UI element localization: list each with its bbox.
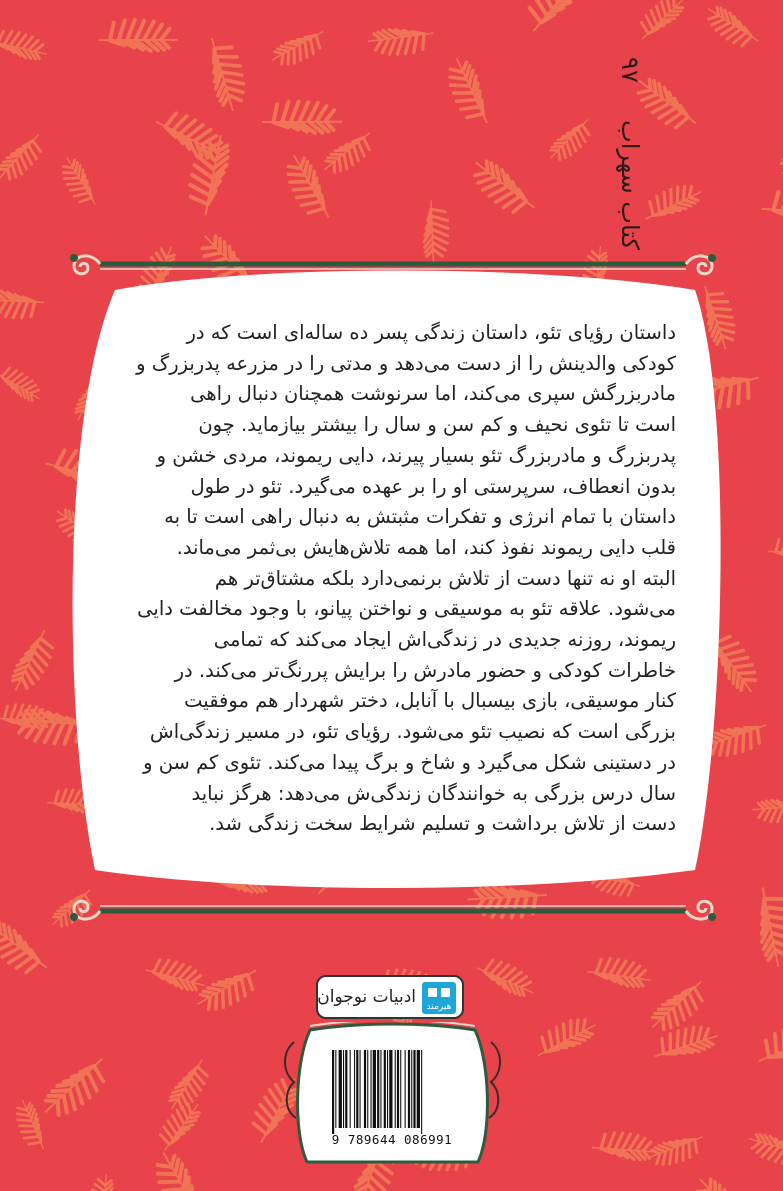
leaf-motif bbox=[157, 1151, 203, 1191]
barcode-bar bbox=[332, 1050, 334, 1134]
category-label: ادبیات نوجوان bbox=[317, 987, 416, 1007]
barcode-bar bbox=[380, 1050, 381, 1128]
barcode-bar bbox=[360, 1050, 361, 1128]
leaf-motif bbox=[62, 156, 95, 206]
leaf-motif bbox=[0, 358, 43, 411]
series-name: کتاب سهراب bbox=[616, 120, 644, 250]
barcode-bar bbox=[389, 1050, 392, 1128]
blurb-line: است تا تئوی نحیف و کم سن و سال را بیشتر بیازماید. چون bbox=[198, 413, 676, 437]
barcode-bar bbox=[343, 1050, 344, 1128]
barcode-bar bbox=[400, 1050, 401, 1128]
barcode-bar bbox=[411, 1050, 412, 1128]
blurb-line: مادربزرگش سپری می‌کند، اما سرنوشت همچنان دنبال راهی bbox=[190, 382, 676, 406]
leaf-motif bbox=[145, 945, 207, 1006]
barcode-bar bbox=[373, 1050, 376, 1128]
leaf-motif bbox=[704, 0, 758, 57]
leaf-motif bbox=[768, 525, 783, 576]
barcode-bar bbox=[417, 1050, 420, 1128]
leaf-motif bbox=[36, 1059, 114, 1119]
leaf-motif bbox=[750, 785, 783, 835]
barcode-bar bbox=[405, 1050, 406, 1128]
leaf-motif bbox=[477, 947, 537, 1010]
leaf-motif bbox=[645, 185, 701, 221]
leaf-motif bbox=[538, 1020, 595, 1056]
barcode-bar bbox=[397, 1050, 399, 1128]
barcode-bar bbox=[395, 1050, 396, 1128]
leaf-motif bbox=[587, 943, 653, 1005]
leaf-motif bbox=[448, 58, 491, 123]
blurb-line: داستان رؤیای تئو، داستان زندگی پسر ده ساله‌ای است که در bbox=[186, 321, 676, 344]
leaf-motif bbox=[198, 38, 253, 112]
blurb-line: بزرگی است که نصیب تئو می‌شود. رؤیای تئو، در مسیر زندگی‌اش bbox=[149, 720, 676, 744]
blurb-line: کنار موسیقی، بازی بیسبال با آنابل، دختر شهردار هم موفقیت bbox=[184, 689, 676, 713]
blurb-line: دست از تلاش برداشت و تسلیم شرایط سخت زندگی شد. bbox=[209, 812, 676, 836]
barcode-bar bbox=[384, 1050, 386, 1128]
leaf-motif bbox=[288, 154, 328, 217]
leaf-motif bbox=[0, 273, 44, 334]
leaf-motif bbox=[196, 970, 257, 1009]
publisher-logo-text: هیرمند bbox=[426, 1002, 452, 1012]
leaf-motif bbox=[0, 135, 49, 183]
blurb-line: می‌شود. علاقه تئو به موسیقی و نواختن پیانو، با وجود مخالفت دایی bbox=[137, 597, 676, 621]
barcode-bar bbox=[377, 1050, 379, 1128]
leaf-motif bbox=[0, 17, 50, 75]
series-number: ۹۷ bbox=[616, 57, 644, 83]
barcode-number: 9 789644 086991 bbox=[331, 1132, 453, 1147]
leaf-motif bbox=[694, 1170, 750, 1191]
barcode-bar bbox=[413, 1050, 415, 1128]
leaf-motif bbox=[592, 1117, 660, 1178]
leaf-motif bbox=[366, 12, 434, 67]
blurb-line: کودکی والدینش را از دست می‌دهد و مدتی را در مزرعه پدربزرگ و bbox=[136, 351, 676, 375]
leaf-motif bbox=[543, 119, 597, 162]
blurb-line: ریموند، روزنه جدیدی در زندگی‌اش ایجاد می‌کند که تمامی bbox=[213, 628, 676, 652]
blurb-line: بدون انعطاف، سرپرستی او را بر عهده می‌گیرد. تئو در طول bbox=[190, 474, 676, 498]
series-label bbox=[610, 30, 650, 250]
barcode-bar bbox=[421, 1050, 422, 1134]
blurb-line: قلب دایی ریموند نفوذ کند، اما همه تلاش‌هایش بی‌ثمر می‌ماند. bbox=[176, 535, 676, 559]
leaf-motif bbox=[99, 2, 181, 73]
barcode-bar bbox=[339, 1050, 342, 1128]
publisher-logo bbox=[422, 982, 456, 1014]
blurb-line: خاطرات کودکی و حضور مادرش را برایش پررنگ‌تر می‌کند. در bbox=[174, 658, 676, 682]
blurb-line: پدربزرگ و مادربزرگ تئو بسیار پیرند، دایی ریموند، مردی خشن و bbox=[156, 443, 676, 467]
blurb-line: البته او نه تنها دست از تلاش برنمی‌دارد بلکه مشتاق‌تر هم bbox=[214, 566, 676, 590]
leaf-motif bbox=[770, 121, 783, 178]
barcode-bar bbox=[371, 1050, 372, 1128]
barcode-bar bbox=[356, 1050, 358, 1128]
barcode-bar bbox=[367, 1050, 368, 1128]
blurb-line: سال درس بزرگی به خوانندگان زندگی‌ش می‌دهد: هرگز نباید bbox=[191, 781, 676, 805]
barcode-bar bbox=[387, 1050, 388, 1128]
bottom-ornamental-divider bbox=[60, 897, 726, 927]
leaf-motif bbox=[14, 1099, 47, 1149]
barcode-bar bbox=[345, 1050, 347, 1128]
leaf-motif bbox=[742, 887, 783, 968]
barcode-bar bbox=[408, 1050, 410, 1128]
barcode-bar bbox=[350, 1050, 351, 1128]
leaf-motif bbox=[78, 1172, 128, 1191]
leaf-motif bbox=[262, 83, 345, 155]
barcode-bars bbox=[332, 1050, 422, 1134]
blurb-text bbox=[108, 318, 676, 840]
barcode-bar bbox=[354, 1050, 355, 1128]
leaf-motif bbox=[319, 133, 376, 174]
leaf-motif bbox=[745, 1119, 783, 1178]
leaf-motif bbox=[0, 909, 47, 985]
leaf-motif bbox=[644, 981, 711, 1032]
blurb-line: داستان با تمام انرژی و تفکرات مثبتش به دنبال راهی است تا به bbox=[164, 505, 676, 529]
leaf-motif bbox=[272, 32, 324, 65]
barcode-bar bbox=[335, 1050, 336, 1128]
leaf-motif bbox=[771, 644, 783, 725]
barcode-bar bbox=[364, 1050, 366, 1128]
leaf-motif bbox=[759, 1019, 783, 1068]
leaf-motif bbox=[648, 1131, 703, 1169]
leaf-motif bbox=[762, 170, 783, 247]
category-tag bbox=[316, 975, 464, 1019]
blurb-line: در دستینی شکل می‌گیرد و شاخ و برگ پیدا می‌کند. تئوی کم سن و bbox=[143, 750, 676, 774]
leaf-motif bbox=[470, 148, 534, 224]
leaf-motif bbox=[517, 0, 601, 31]
